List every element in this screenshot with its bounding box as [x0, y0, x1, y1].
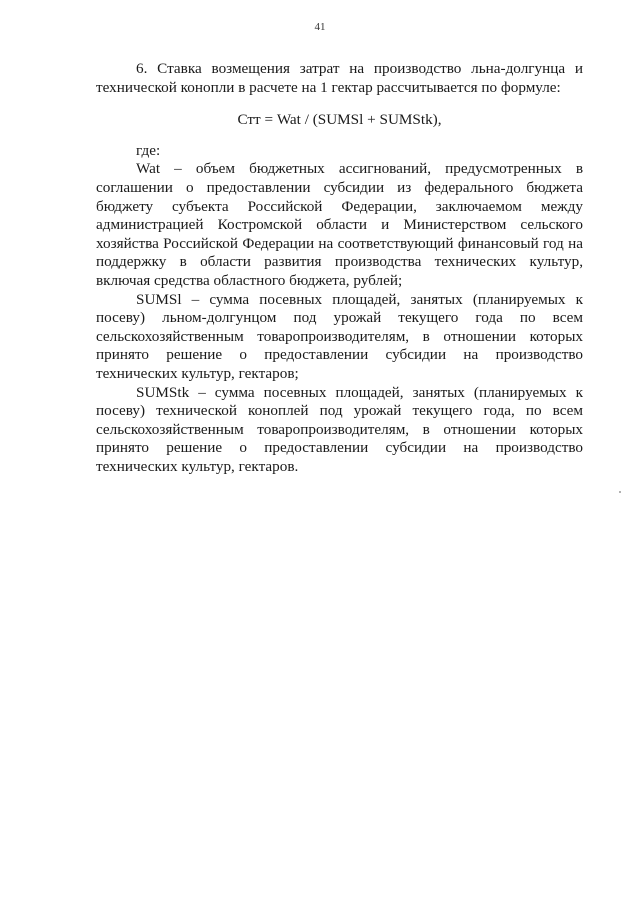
- where-label: где:: [136, 141, 161, 159]
- definition-sumstk: SUMStk – сумма посевных площадей, занятых (планируемых к посеву) технической коноплей под урожай текущего года, по всем сельскохозяйственным товаропроизводителям, в отношении которых принято решение о предоставлении субсидии на производство технических культур, гектаров.: [96, 383, 583, 475]
- document-body: [96, 60, 583, 476]
- page-number: 41: [314, 21, 326, 33]
- definition-sumsl: SUMSl – сумма посевных площадей, занятых (планируемых к посеву) льном-долгунцом под урожай текущего года по всем сельскохозяйственным товаропроизводителям, в отношении которых принято решение о предоставлении субсидии на производство технических культур, гектаров;: [96, 290, 583, 382]
- definition-wat: Wat – объем бюджетных ассигнований, предусмотренных в соглашении о предоставлении субсидии из федерального бюджета бюджету субъекта Российской Федерации, заключаемом между администрацией Костромской области и Министерством сельского хозяйства Российской Федерации на соответствующий финансовый год на поддержку в области развития производства технических культур, включая средства областного бюджета, рублей;: [96, 160, 583, 289]
- scan-speck: [619, 491, 621, 493]
- paragraph-6: 6. Ставка возмещения затрат на производство льна-долгунца и технической конопли в расчете на 1 гектар рассчитывается по формуле:: [96, 60, 583, 96]
- rate-formula: Стт = Wat / (SUMSl + SUMStk),: [237, 111, 442, 129]
